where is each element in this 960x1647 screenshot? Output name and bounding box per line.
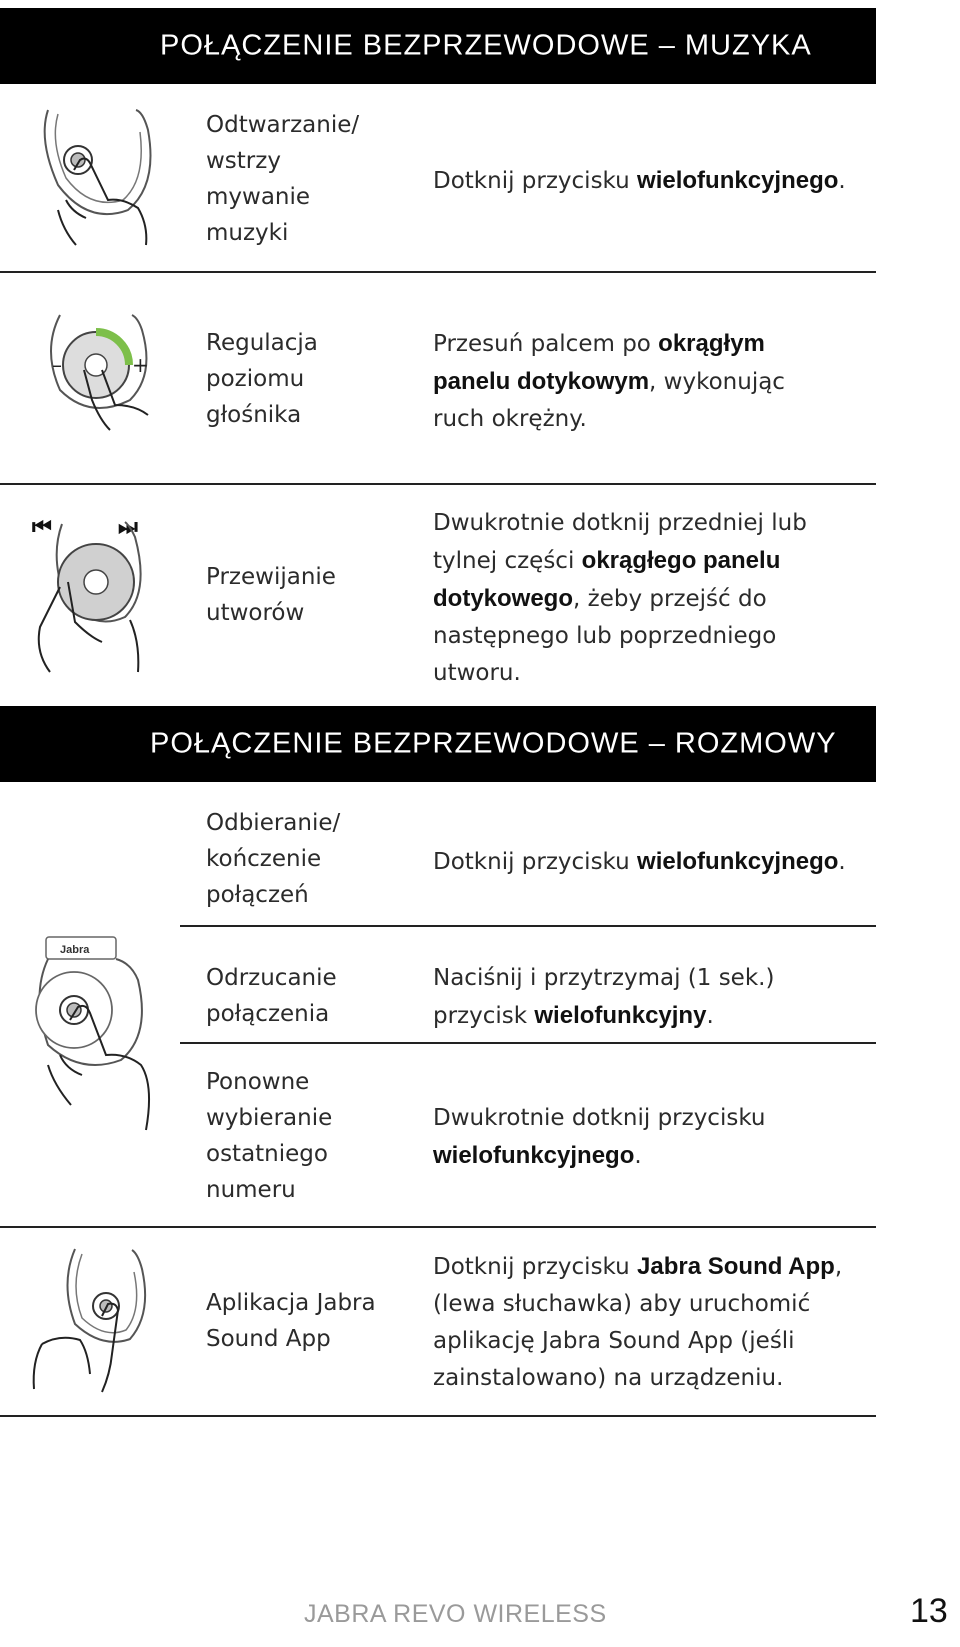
section-title-calls: POŁĄCZENIE BEZPRZEWODOWE – ROZMOWY (150, 727, 837, 760)
label-line: połączeń (206, 882, 309, 908)
label-line: ostatniego (206, 1141, 328, 1167)
desc-text: zainstalowano) na urządzeniu. (433, 1365, 784, 1391)
desc-line (433, 363, 785, 401)
desc-line (433, 1286, 842, 1323)
desc-line (433, 1248, 842, 1286)
desc-line (433, 997, 774, 1035)
desc-line (433, 580, 807, 618)
desc-text: , żeby przejść do (573, 586, 767, 612)
label-line: Przewijanie (206, 564, 336, 590)
desc-emphasis: dotykowego (433, 585, 574, 612)
section-banner-calls (0, 706, 876, 782)
row-desc-skip (433, 505, 807, 692)
volume-ring-icon (40, 310, 160, 440)
row-label-volume (206, 325, 318, 433)
desc-text: ruch okrężny. (433, 406, 587, 432)
desc-text: , (834, 1254, 843, 1280)
desc-line (433, 960, 774, 997)
row-desc-redial (433, 1100, 766, 1175)
desc-line (433, 325, 785, 363)
desc-emphasis: panelu dotykowym (433, 368, 650, 395)
page-number: 13 (910, 1592, 948, 1630)
label-line: Sound App (206, 1326, 331, 1352)
desc-line (433, 1137, 766, 1175)
section-banner-music (0, 8, 876, 84)
desc-line (433, 1360, 842, 1397)
desc-line (433, 505, 807, 542)
row-label-sound-app (206, 1285, 376, 1357)
label-line: utworów (206, 600, 305, 626)
label-line: głośnika (206, 402, 302, 428)
track-skip-icon (30, 512, 160, 677)
desc-text: Dotknij przycisku (433, 849, 638, 875)
desc-text: utworu. (433, 660, 521, 686)
desc-text: Dwukrotnie dotknij przycisku (433, 1105, 766, 1131)
row-desc-play-pause (433, 162, 846, 200)
label-line: kończenie (206, 846, 322, 872)
desc-line (433, 162, 846, 200)
desc-line (433, 843, 846, 881)
desc-text: tylnej części (433, 548, 582, 574)
divider (0, 1415, 876, 1417)
section-title-music: POŁĄCZENIE BEZPRZEWODOWE – MUZYKA (160, 29, 812, 62)
desc-text: , wykonując (649, 369, 785, 395)
row-desc-volume (433, 325, 785, 438)
divider (0, 483, 876, 485)
row-label-redial (206, 1064, 332, 1208)
volume-plus-icon: + (132, 353, 149, 377)
row-label-answer-end (206, 805, 340, 913)
desc-text: następnego lub poprzedniego (433, 623, 777, 649)
label-line: wstrzy (206, 148, 281, 174)
label-line: Odrzucanie (206, 965, 337, 991)
row-label-skip (206, 559, 336, 631)
label-line: numeru (206, 1177, 296, 1203)
label-line: Aplikacja Jabra (206, 1290, 376, 1316)
desc-line (433, 1100, 766, 1137)
divider (0, 1226, 876, 1228)
desc-text: Przesuń palcem po (433, 331, 659, 357)
sound-app-touch-icon (30, 1244, 160, 1394)
desc-emphasis: Jabra Sound App (637, 1253, 835, 1280)
row-desc-reject (433, 960, 774, 1035)
desc-line (433, 401, 785, 438)
label-line: mywanie (206, 184, 311, 210)
desc-emphasis: wielofunkcyjny (534, 1002, 707, 1029)
label-line: poziomu (206, 366, 305, 392)
label-line: połączenia (206, 1001, 330, 1027)
jabra-logo-text: Jabra (60, 944, 90, 956)
desc-emphasis: wielofunkcyjnego (433, 1142, 635, 1169)
divider (180, 925, 876, 927)
desc-text: . (634, 1143, 642, 1169)
desc-text: Naciśnij i przytrzymaj (1 sek.) (433, 965, 775, 991)
desc-emphasis: wielofunkcyjnego (637, 848, 839, 875)
desc-text: Dotknij przycisku (433, 1254, 638, 1280)
row-label-play-pause (206, 107, 359, 251)
volume-minus-icon: – (52, 353, 62, 377)
desc-emphasis: okrągłym (658, 330, 765, 357)
desc-text: Dotknij przycisku (433, 168, 638, 194)
desc-text: Dwukrotnie dotknij przedniej lub (433, 510, 807, 536)
desc-emphasis: okrągłego panelu (581, 547, 781, 574)
divider (180, 1042, 876, 1044)
touch-button-icon (28, 100, 168, 250)
previous-track-icon: ⏮ (32, 515, 52, 540)
label-line: Ponowne (206, 1069, 310, 1095)
desc-text: aplikację Jabra Sound App (jeśli (433, 1328, 795, 1354)
row-label-reject (206, 960, 337, 1032)
desc-text: (lewa słuchawka) aby uruchomić (433, 1291, 811, 1317)
desc-text: . (838, 168, 846, 194)
divider (0, 271, 876, 273)
footer-brand: JABRA REVO WIRELESS (304, 1600, 607, 1628)
desc-line (433, 655, 807, 692)
label-line: Regulacja (206, 330, 318, 356)
desc-text: przycisk (433, 1003, 535, 1029)
label-line: muzyki (206, 220, 289, 246)
desc-text: . (706, 1003, 714, 1029)
desc-line (433, 618, 807, 655)
desc-line (433, 1323, 842, 1360)
row-desc-sound-app (433, 1248, 842, 1397)
next-track-icon: ⏭ (118, 515, 138, 540)
row-desc-answer-end (433, 843, 846, 881)
label-line: Odbieranie/ (206, 810, 341, 836)
headset-touch-icon (26, 935, 176, 1135)
label-line: wybieranie (206, 1105, 333, 1131)
label-line: Odtwarzanie/ (206, 112, 360, 138)
desc-emphasis: wielofunkcyjnego (637, 167, 839, 194)
desc-text: . (838, 849, 846, 875)
desc-line (433, 542, 807, 580)
